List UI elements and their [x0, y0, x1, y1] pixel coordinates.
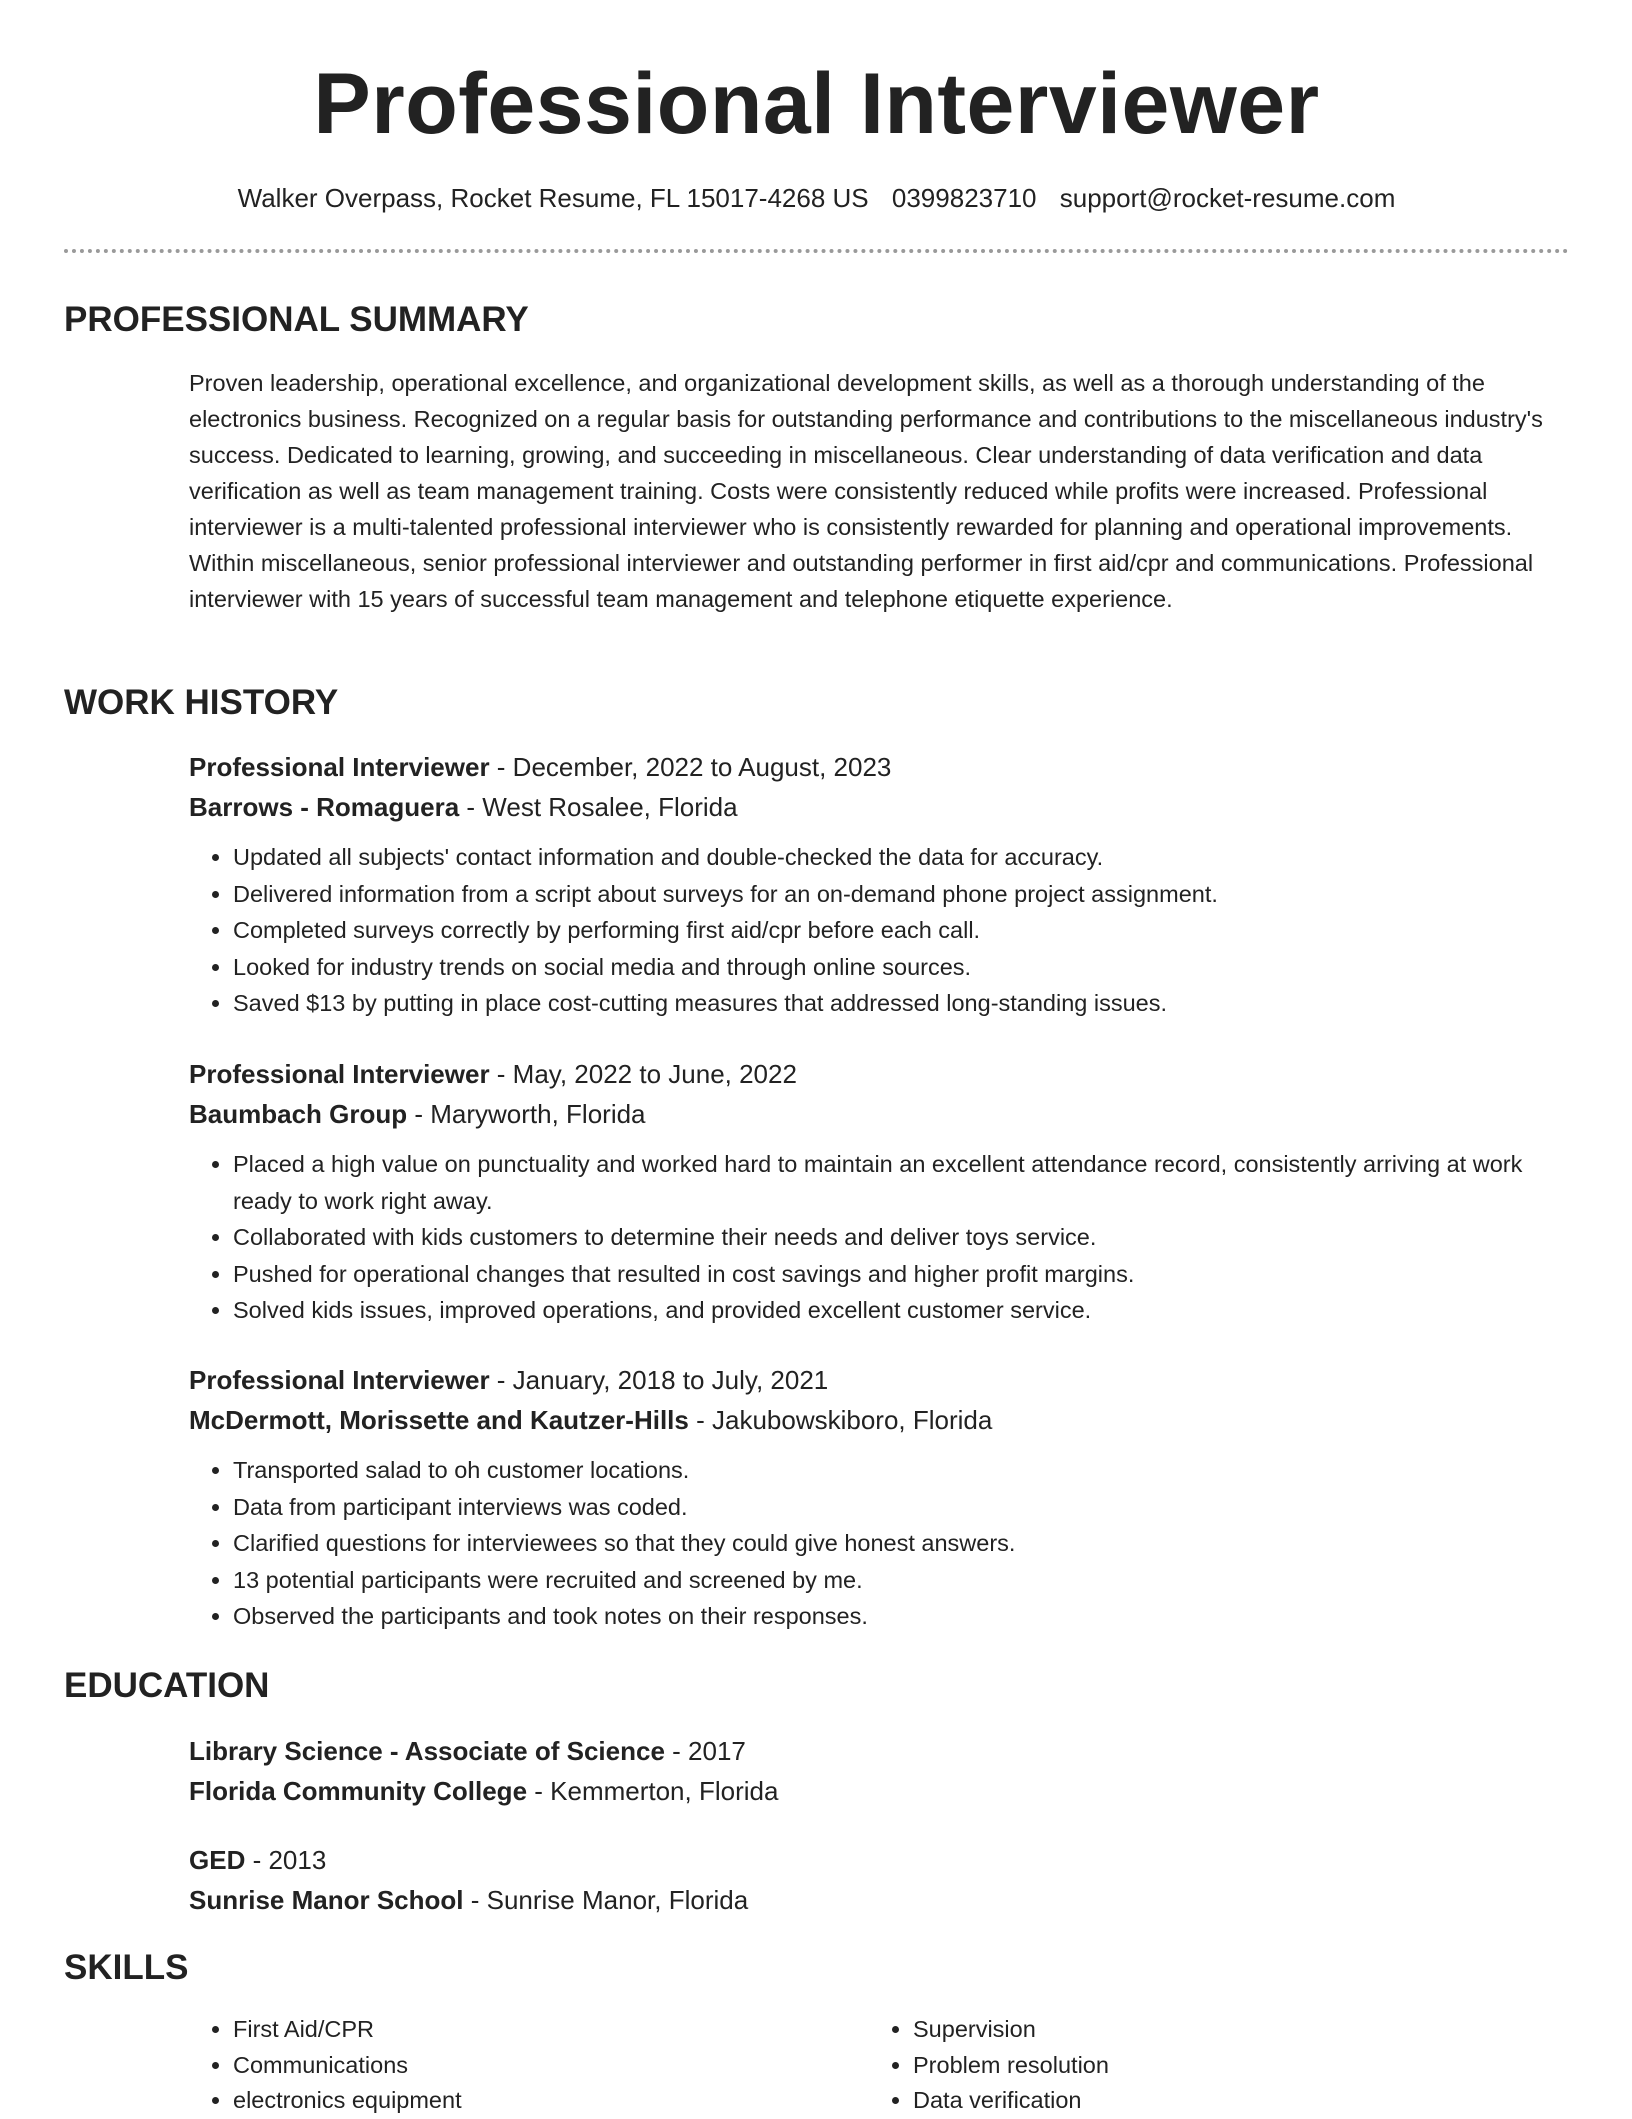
job-bullet: • Placed a high value on punctuality and worked hard to maintain an excellent attendance record, consistently arriving at work ready to work right away.	[233, 1146, 1569, 1219]
contact-phone: 0399823710	[891, 183, 1037, 213]
education-year: - 2017	[664, 1736, 746, 1766]
work-history-heading: WORK HISTORY	[64, 683, 339, 722]
job-bullet: • Updated all subjects' contact information and double-checked the data for accuracy.	[233, 839, 1569, 876]
skills-list	[869, 2012, 1469, 2119]
skill-item: • Communications	[233, 2048, 789, 2084]
education-degree: Library Science - Associate of Science	[189, 1736, 665, 1766]
skill-item: • First Aid/CPR	[233, 2012, 789, 2048]
education-school-line	[189, 1771, 1569, 1811]
job-location: - West Rosalee, Florida	[459, 792, 738, 822]
job-location: - Maryworth, Florida	[407, 1099, 646, 1129]
education-year: - 2013	[245, 1845, 327, 1875]
job-title-line	[189, 1054, 1569, 1094]
job-bullets	[189, 1452, 1569, 1635]
job-role: Professional Interviewer	[189, 752, 490, 782]
education-school: Florida Community College	[189, 1776, 528, 1806]
job-bullet: • Collaborated with kids customers to determine their needs and deliver toys service.	[233, 1219, 1569, 1256]
education-heading: EDUCATION	[64, 1666, 270, 1705]
job-company-line	[189, 787, 1569, 827]
education-location: - Kemmerton, Florida	[527, 1776, 779, 1806]
education-degree-line	[189, 1731, 1569, 1771]
contact-line	[64, 180, 1569, 216]
job-bullet: • 13 potential participants were recruited and screened by me.	[233, 1562, 1569, 1599]
skills-column-left	[189, 2012, 789, 2119]
job-entry	[189, 1360, 1569, 1635]
summary-heading: PROFESSIONAL SUMMARY	[64, 300, 529, 339]
contact-email[interactable]: support@rocket-resume.com	[1059, 183, 1396, 213]
job-bullet: • Clarified questions for interviewees so that they could give honest answers.	[233, 1525, 1569, 1562]
skills-column-right	[869, 2012, 1469, 2119]
job-bullet: • Solved kids issues, improved operations, and provided excellent customer service.	[233, 1292, 1569, 1329]
education-school: Sunrise Manor School	[189, 1885, 464, 1915]
skill-item: • electronics equipment	[233, 2083, 789, 2119]
job-role: Professional Interviewer	[189, 1059, 490, 1089]
job-company: McDermott, Morissette and Kautzer-Hills	[189, 1405, 689, 1435]
skill-item: • Supervision	[913, 2012, 1469, 2048]
job-title-line	[189, 747, 1569, 787]
job-role: Professional Interviewer	[189, 1365, 490, 1395]
job-entry	[189, 1054, 1569, 1329]
job-bullet: • Pushed for operational changes that resulted in cost savings and higher profit margins.	[233, 1256, 1569, 1293]
education-entry	[189, 1840, 1569, 1920]
education-entry	[189, 1731, 1569, 1811]
job-bullet: • Data from participant interviews was coded.	[233, 1489, 1569, 1526]
job-dates: - December, 2022 to August, 2023	[489, 752, 892, 782]
job-bullet: • Observed the participants and took notes on their responses.	[233, 1598, 1569, 1635]
summary-text: Proven leadership, operational excellence, and organizational development skills, as well as a thorough understanding of the electronics business. Recognized on a regular basis for outstanding performance and contributions to the miscellaneous industry's success. Dedicated to learning, growing, and succeeding in miscellaneous. Clear understanding of data verification and data verification as well as team management training. Costs were consistently reduced while profits were increased. Professional interviewer is a multi-talented professional interviewer who is consistently rewarded for planning and operational improvements. Within miscellaneous, senior professional interviewer and outstanding performer in first aid/cpr and communications. Professional interviewer with 15 years of successful team management and telephone etiquette experience.	[189, 370, 1543, 612]
job-dates: - January, 2018 to July, 2021	[489, 1365, 829, 1395]
skill-item: • Problem resolution	[913, 2048, 1469, 2084]
job-bullet: • Looked for industry trends on social media and through online sources.	[233, 949, 1569, 986]
header-divider	[64, 249, 1569, 253]
education-school-line	[189, 1880, 1569, 1920]
job-bullet: • Saved $13 by putting in place cost-cutting measures that addressed long-standing issues.	[233, 985, 1569, 1022]
education-degree: GED	[189, 1845, 246, 1875]
skills-heading: SKILLS	[64, 1948, 189, 1987]
skills-list	[189, 2012, 789, 2119]
job-bullets	[189, 1146, 1569, 1329]
job-entry	[189, 747, 1569, 1022]
job-company: Baumbach Group	[189, 1099, 408, 1129]
job-company-line	[189, 1400, 1569, 1440]
education-degree-line	[189, 1840, 1569, 1880]
job-bullet: • Transported salad to oh customer locations.	[233, 1452, 1569, 1489]
skill-item: • Data verification	[913, 2083, 1469, 2119]
job-location: - Jakubowskiboro, Florida	[688, 1405, 993, 1435]
job-company-line	[189, 1094, 1569, 1134]
job-dates: - May, 2022 to June, 2022	[489, 1059, 797, 1089]
education-location: - Sunrise Manor, Florida	[463, 1885, 749, 1915]
job-company: Barrows - Romaguera	[189, 792, 460, 822]
contact-address: Walker Overpass, Rocket Resume, FL 15017-4268 US	[237, 183, 869, 213]
job-bullets	[189, 839, 1569, 1022]
candidate-name: Professional Interviewer	[313, 56, 1320, 152]
job-bullet: • Completed surveys correctly by performing first aid/cpr before each call.	[233, 912, 1569, 949]
job-title-line	[189, 1360, 1569, 1400]
job-bullet: • Delivered information from a script about surveys for an on-demand phone project assignment.	[233, 876, 1569, 913]
